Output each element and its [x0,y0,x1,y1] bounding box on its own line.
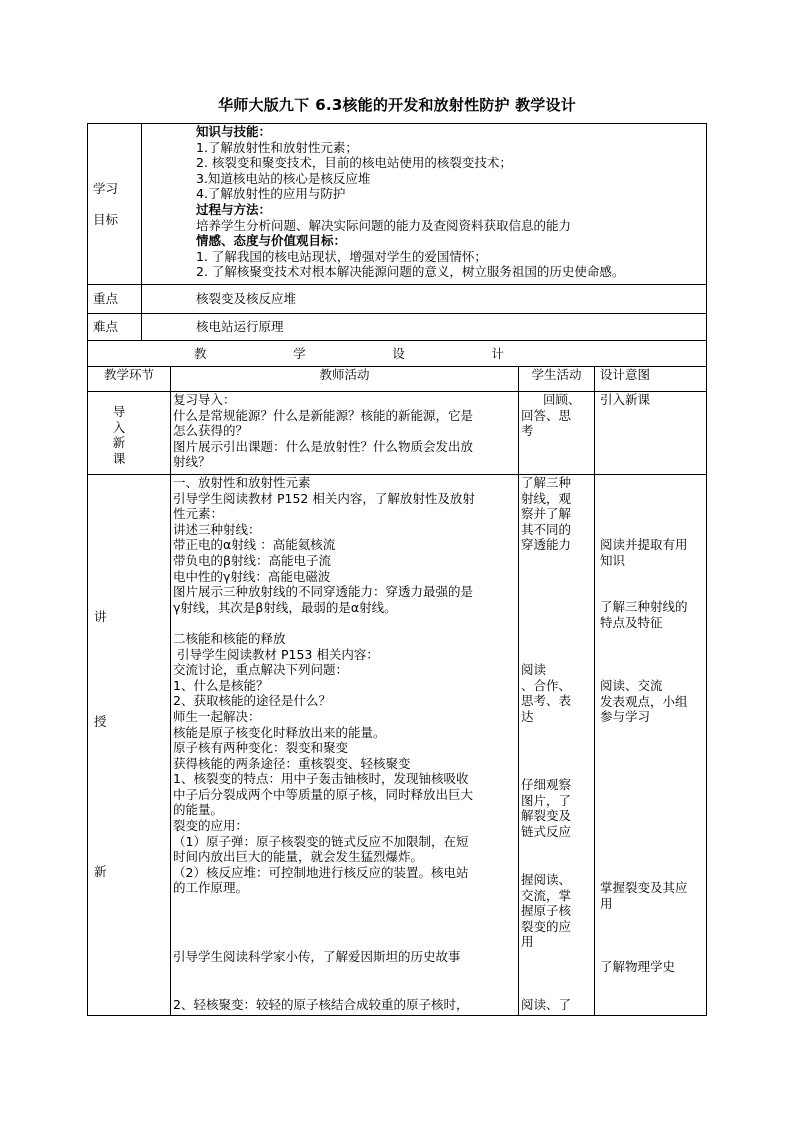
teacher-line: 讲述三种射线： [173,521,261,537]
intent-line: 掌握裂变及其应 [600,880,688,895]
objectives-label-line: 学习 [93,180,119,196]
intent-line: 发表观点，小组 [600,693,688,709]
teacher-line: 怎么获得的？ [173,423,249,439]
teacher-line: 引导学生阅读教材 P152 相关内容，了解放射性及放射 [173,490,475,506]
title-series: 华师大版九下 [218,96,310,114]
student-block [521,997,571,1013]
student-line: 考 [521,423,534,439]
teacher-line: 引导学生阅读科学家小传，了解爱因斯坦的历史故事 [173,949,461,964]
header-teacher: 教师活动 [171,367,519,392]
teacher-line: 的工作原理。 [173,880,249,896]
teacher-line: 图片展示引出课题：什么是放射性？什么物质会发出放 [173,438,474,454]
process-heading: 过程与方法： [196,201,272,217]
teacher-line: 获得核能的两条途径：重核裂变、轻核聚变 [173,755,411,771]
design-title-char: 教 [194,345,207,361]
stage-char: 入 [112,419,126,435]
student-line: 裂变的应 [521,918,572,934]
teacher-line: γ射线，其次是β射线，最弱的是α射线。 [173,599,397,615]
knowledge-heading: 知识与技能： [196,124,272,139]
stage-char: 授 [94,714,107,729]
header-stage: 教学环节 [88,367,171,392]
teacher-section-2 [173,631,516,896]
intent-line: 参与学习 [600,709,651,725]
teacher-line: 中子后分裂成两个中等质量的原子核，同时释放出巨大 [173,786,474,802]
teacher-line: 2、轻核聚变：较轻的原子核结合成较重的原子核时， [173,997,469,1012]
intro-stage [88,392,171,475]
student-line: 阅读 [521,662,547,677]
intent-block [600,959,675,975]
student-line: 握阅读、 [521,872,572,887]
objectives-row [88,124,707,285]
teacher-line: 带正电的α射线 ：高能氦核流 [173,537,336,553]
teacher-line: 复习导入： [173,392,236,407]
teacher-line: 二核能和核能的释放 [173,630,286,646]
teacher-line: 1、核裂变的特点：用中子轰击铀核时，发现铀核吸收 [173,771,469,787]
objective-item: 1. 了解我国的核电站现状，增强对学生的爱国情怀； [196,248,487,264]
teacher-line: 引导学生阅读教材 P153 相关内容： [173,646,379,662]
stage-char: 新 [94,864,107,879]
student-line: 用 [521,934,534,950]
teacher-line: （2）核反应堆：可控制地进行核反应的装置。核电站 [173,864,469,880]
design-title-char: 学 [293,345,306,361]
student-line: 射线，观 [521,490,572,506]
student-block [521,662,571,724]
stage-char: 新 [112,435,126,451]
lecture-intent [595,475,707,1016]
emotion-heading: 情感、态度与价值观目标： [196,233,347,249]
lecture-teacher [171,475,519,1016]
design-title [88,341,707,367]
intro-student [519,392,595,475]
student-line: 、合作、 [521,677,572,693]
objective-item: 4.了解放射性的应用与防护 [196,186,346,202]
teacher-line: 性元素： [173,506,224,522]
student-line: 思考、表 [521,693,572,709]
student-line: 达 [521,708,534,724]
objective-item: 1.了解放射性和放射性元素； [196,139,358,155]
teacher-line: 2、获取核能的途径是什么？ [173,693,331,709]
document-title [0,94,794,115]
stage-char: 导 [112,404,126,419]
student-line: 察并了解 [521,506,572,522]
intent-block [600,537,688,568]
teacher-line: 交流讨论，重点解决下列问题： [173,662,349,678]
teacher-line: （1）原子弹：原子核裂变的链式反应不加限制，在短 [173,833,469,849]
header-intent: 设计意图 [595,367,707,392]
student-line: 穿透能力 [521,537,572,553]
intent-line: 知识 [600,552,626,568]
key-point-label: 重点 [88,285,142,314]
lecture-stage [88,475,171,1016]
intent-line: 阅读、交流 [600,678,663,693]
teacher-line: 时间内放出巨大的能量，就会发生猛烈爆炸。 [173,849,424,865]
student-line: 解裂变及 [521,808,572,824]
intent-block [600,678,688,725]
intent-line: 特点及特征 [600,614,663,630]
lesson-plan-table [87,123,707,1016]
teacher-line: 带负电的β射线：高能电子流 [173,552,331,568]
stage-char: 课 [112,450,126,466]
teacher-line: 的能量。 [173,802,224,818]
intent-line: 用 [600,895,613,911]
student-block [521,777,571,839]
student-line: 回答、思 [521,407,572,423]
intro-row [88,392,707,475]
design-title-char: 设 [392,345,405,361]
teacher-line: 射线？ [173,454,211,470]
student-line: 握原子核 [521,903,572,919]
intent-line: 了解三种射线的 [600,599,688,614]
teacher-line: 一、放射性和放射性元素 [173,475,311,490]
teacher-line: 师生一起解决： [173,708,261,724]
student-line: 图片，了 [521,792,572,808]
student-block [521,475,571,553]
objectives-label [88,124,142,285]
teacher-line: 图片展示三种放射线的不同穿透能力：穿透力最强的是 [173,584,474,600]
column-header-row [88,367,707,392]
key-point-text: 核裂变及核反应堆 [142,285,707,314]
header-student: 学生活动 [519,367,595,392]
objective-item: 3.知道核电站的核心是核反应堆 [196,170,371,186]
student-line: 阅读、了 [521,997,572,1012]
student-line: 回顾、 [543,392,581,407]
teacher-line: 1、什么是核能？ [173,677,269,693]
intent-block [600,599,688,630]
objective-item: 2. 了解核聚变技术对根本解决能源问题的意义，树立服务祖国的历史使命感。 [196,264,625,280]
design-title-char: 计 [491,345,505,361]
student-line: 其不同的 [521,521,572,537]
key-point-row [88,285,707,314]
lecture-row [88,475,707,1016]
difficulty-label: 难点 [88,314,142,341]
student-block [521,872,571,950]
teacher-line: 电中性的γ射线：高能电磁波 [173,568,331,584]
stage-char: 讲 [94,609,107,624]
student-line: 仔细观察 [521,777,572,792]
objectives-content [142,124,707,285]
objective-item: 2. 核裂变和聚变技术，目前的核电站使用的核裂变技术； [196,155,512,171]
difficulty-row [88,314,707,341]
intro-intent: 引入新课 [595,392,707,475]
lecture-student [519,475,595,1016]
intent-line: 阅读并提取有用 [600,537,688,552]
title-lesson: 6.3核能的开发和放射性防护 教学设计 [315,96,576,114]
teacher-line: 裂变的应用： [173,818,249,834]
intent-line: 了解物理学史 [600,959,676,974]
objective-item: 培养学生分析问题、解决实际问题的能力及查阅资料获取信息的能力 [196,217,572,233]
teacher-section-1 [173,475,516,615]
student-line: 交流，掌 [521,887,572,903]
teacher-line: 什么是常规能源？什么是新能源？核能的新能源，它是 [173,407,474,423]
teacher-line: 核能是原子核变化时释放出来的能量。 [173,724,386,740]
objectives-label-line: 目标 [93,211,119,227]
design-title-row [88,341,707,367]
intent-block [600,880,688,911]
difficulty-text: 核电站运行原理 [142,314,707,341]
intro-teacher [171,392,519,475]
student-line: 了解三种 [521,475,572,490]
student-line: 链式反应 [521,823,572,839]
teacher-line: 原子核有两种变化：裂变和聚变 [173,740,349,756]
